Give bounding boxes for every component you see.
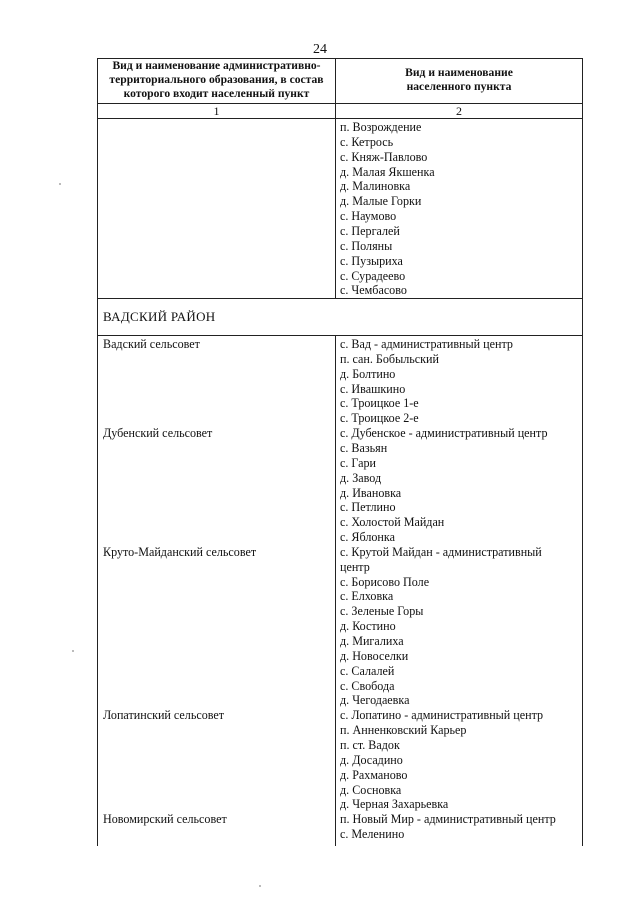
settlement-item: с. Крутой Майдан - административный bbox=[340, 544, 542, 559]
scan-speck bbox=[72, 650, 74, 652]
header-col1-line: которого входит населенный пункт bbox=[123, 87, 310, 100]
settlement-item: с. Наумово bbox=[340, 209, 397, 224]
settlement-item: с. Петлино bbox=[340, 500, 396, 515]
settlement-item: с. Княж-Павлово bbox=[340, 149, 428, 164]
header-col1 bbox=[98, 59, 335, 101]
settlement-item: с. Ивашкино bbox=[340, 381, 406, 396]
settlement-item: с. Сурадеево bbox=[340, 268, 406, 283]
council-name: Круто-Майданский сельсовет bbox=[103, 544, 257, 559]
settlement-item: п. сан. Бобыльский bbox=[340, 351, 439, 366]
column-number-2: 2 bbox=[456, 104, 462, 118]
settlement-item: с. Дубенское - административный центр bbox=[340, 426, 548, 441]
settlement-item: д. Чегодаевка bbox=[340, 693, 410, 708]
settlement-item: с. Вад - административный центр bbox=[340, 337, 513, 351]
settlement-item: с. Борисово Поле bbox=[340, 574, 430, 589]
settlement-item: с. Зеленые Горы bbox=[340, 604, 424, 619]
settlement-item: д. Костино bbox=[340, 619, 396, 634]
column-divider-upper bbox=[335, 58, 336, 298]
settlement-item: д. Малиновка bbox=[340, 179, 411, 194]
settlement-item: с. Троицкое 2-е bbox=[340, 411, 419, 426]
settlement-item: д. Малая Якшенка bbox=[340, 164, 435, 179]
settlement-item: д. Сосновка bbox=[340, 782, 402, 797]
settlement-item: д. Малые Горки bbox=[340, 194, 422, 209]
table-border-right bbox=[582, 58, 583, 846]
district-heading: ВАДСКИЙ РАЙОН bbox=[103, 309, 216, 324]
settlement-item: д. Мигалиха bbox=[340, 634, 404, 648]
header-col1-line: территориального образования, в состав bbox=[109, 73, 324, 86]
council-name: Лопатинский сельсовет bbox=[103, 708, 225, 723]
settlement-item: с. Салалей bbox=[340, 663, 395, 678]
settlement-item: д. Новоселки bbox=[340, 648, 409, 663]
header-col2 bbox=[336, 66, 582, 94]
settlement-item: с. Чембасово bbox=[340, 283, 407, 298]
table-border-left bbox=[97, 58, 98, 846]
header-col2-line: Вид и наименование bbox=[405, 66, 513, 79]
settlement-item: с. Гари bbox=[340, 455, 376, 470]
council-name: Вадский сельсовет bbox=[103, 337, 200, 351]
column-divider-lower bbox=[335, 335, 336, 846]
council-name: Дубенский сельсовет bbox=[103, 426, 213, 441]
header-col1-line: Вид и наименование административно- bbox=[112, 59, 321, 72]
settlement-item: п. Новый Мир - административный центр bbox=[340, 812, 556, 827]
scan-speck bbox=[259, 885, 261, 887]
scan-speck bbox=[59, 183, 61, 185]
settlement-item: с. Лопатино - административный центр bbox=[340, 708, 544, 723]
settlement-item: с. Троицкое 1-е bbox=[340, 396, 419, 411]
district-bottom-rule bbox=[97, 335, 582, 336]
settlement-item: п. Анненковский Карьер bbox=[340, 723, 467, 738]
settlement-item: с. Вазьян bbox=[340, 440, 388, 455]
settlement-item: с. Поляны bbox=[340, 238, 393, 253]
settlement-item: п. ст. Вадок bbox=[340, 737, 400, 752]
column-number-1: 1 bbox=[213, 104, 220, 118]
page-number: 24 bbox=[313, 42, 327, 57]
settlement-item: п. Возрождение bbox=[340, 120, 422, 134]
header-col2-line: населенного пункта bbox=[406, 80, 512, 93]
settlement-item: д. Черная Захарьевка bbox=[340, 797, 449, 812]
settlement-item: д. Завод bbox=[340, 470, 382, 485]
settlement-item: с. Яблонка bbox=[340, 530, 395, 545]
settlement-item: с. Пузыриха bbox=[340, 253, 403, 268]
settlement-item: с. Свобода bbox=[340, 678, 395, 693]
settlement-item: с. Кетрось bbox=[340, 134, 394, 149]
settlement-item: д. Болтино bbox=[340, 366, 396, 381]
settlement-item: центр bbox=[340, 559, 370, 574]
settlement-item: с. Елховка bbox=[340, 589, 394, 604]
number-row-bottom-rule bbox=[97, 118, 582, 119]
settlement-item: д. Досадино bbox=[340, 752, 403, 767]
settlement-item: с. Холостой Майдан bbox=[340, 515, 445, 530]
settlement-item: д. Рахманово bbox=[340, 767, 408, 782]
settlement-item: с. Меленино bbox=[340, 827, 405, 842]
council-name: Новомирский сельсовет bbox=[103, 812, 227, 827]
settlement-item: д. Ивановка bbox=[340, 485, 402, 500]
settlement-item: с. Пергалей bbox=[340, 223, 400, 238]
